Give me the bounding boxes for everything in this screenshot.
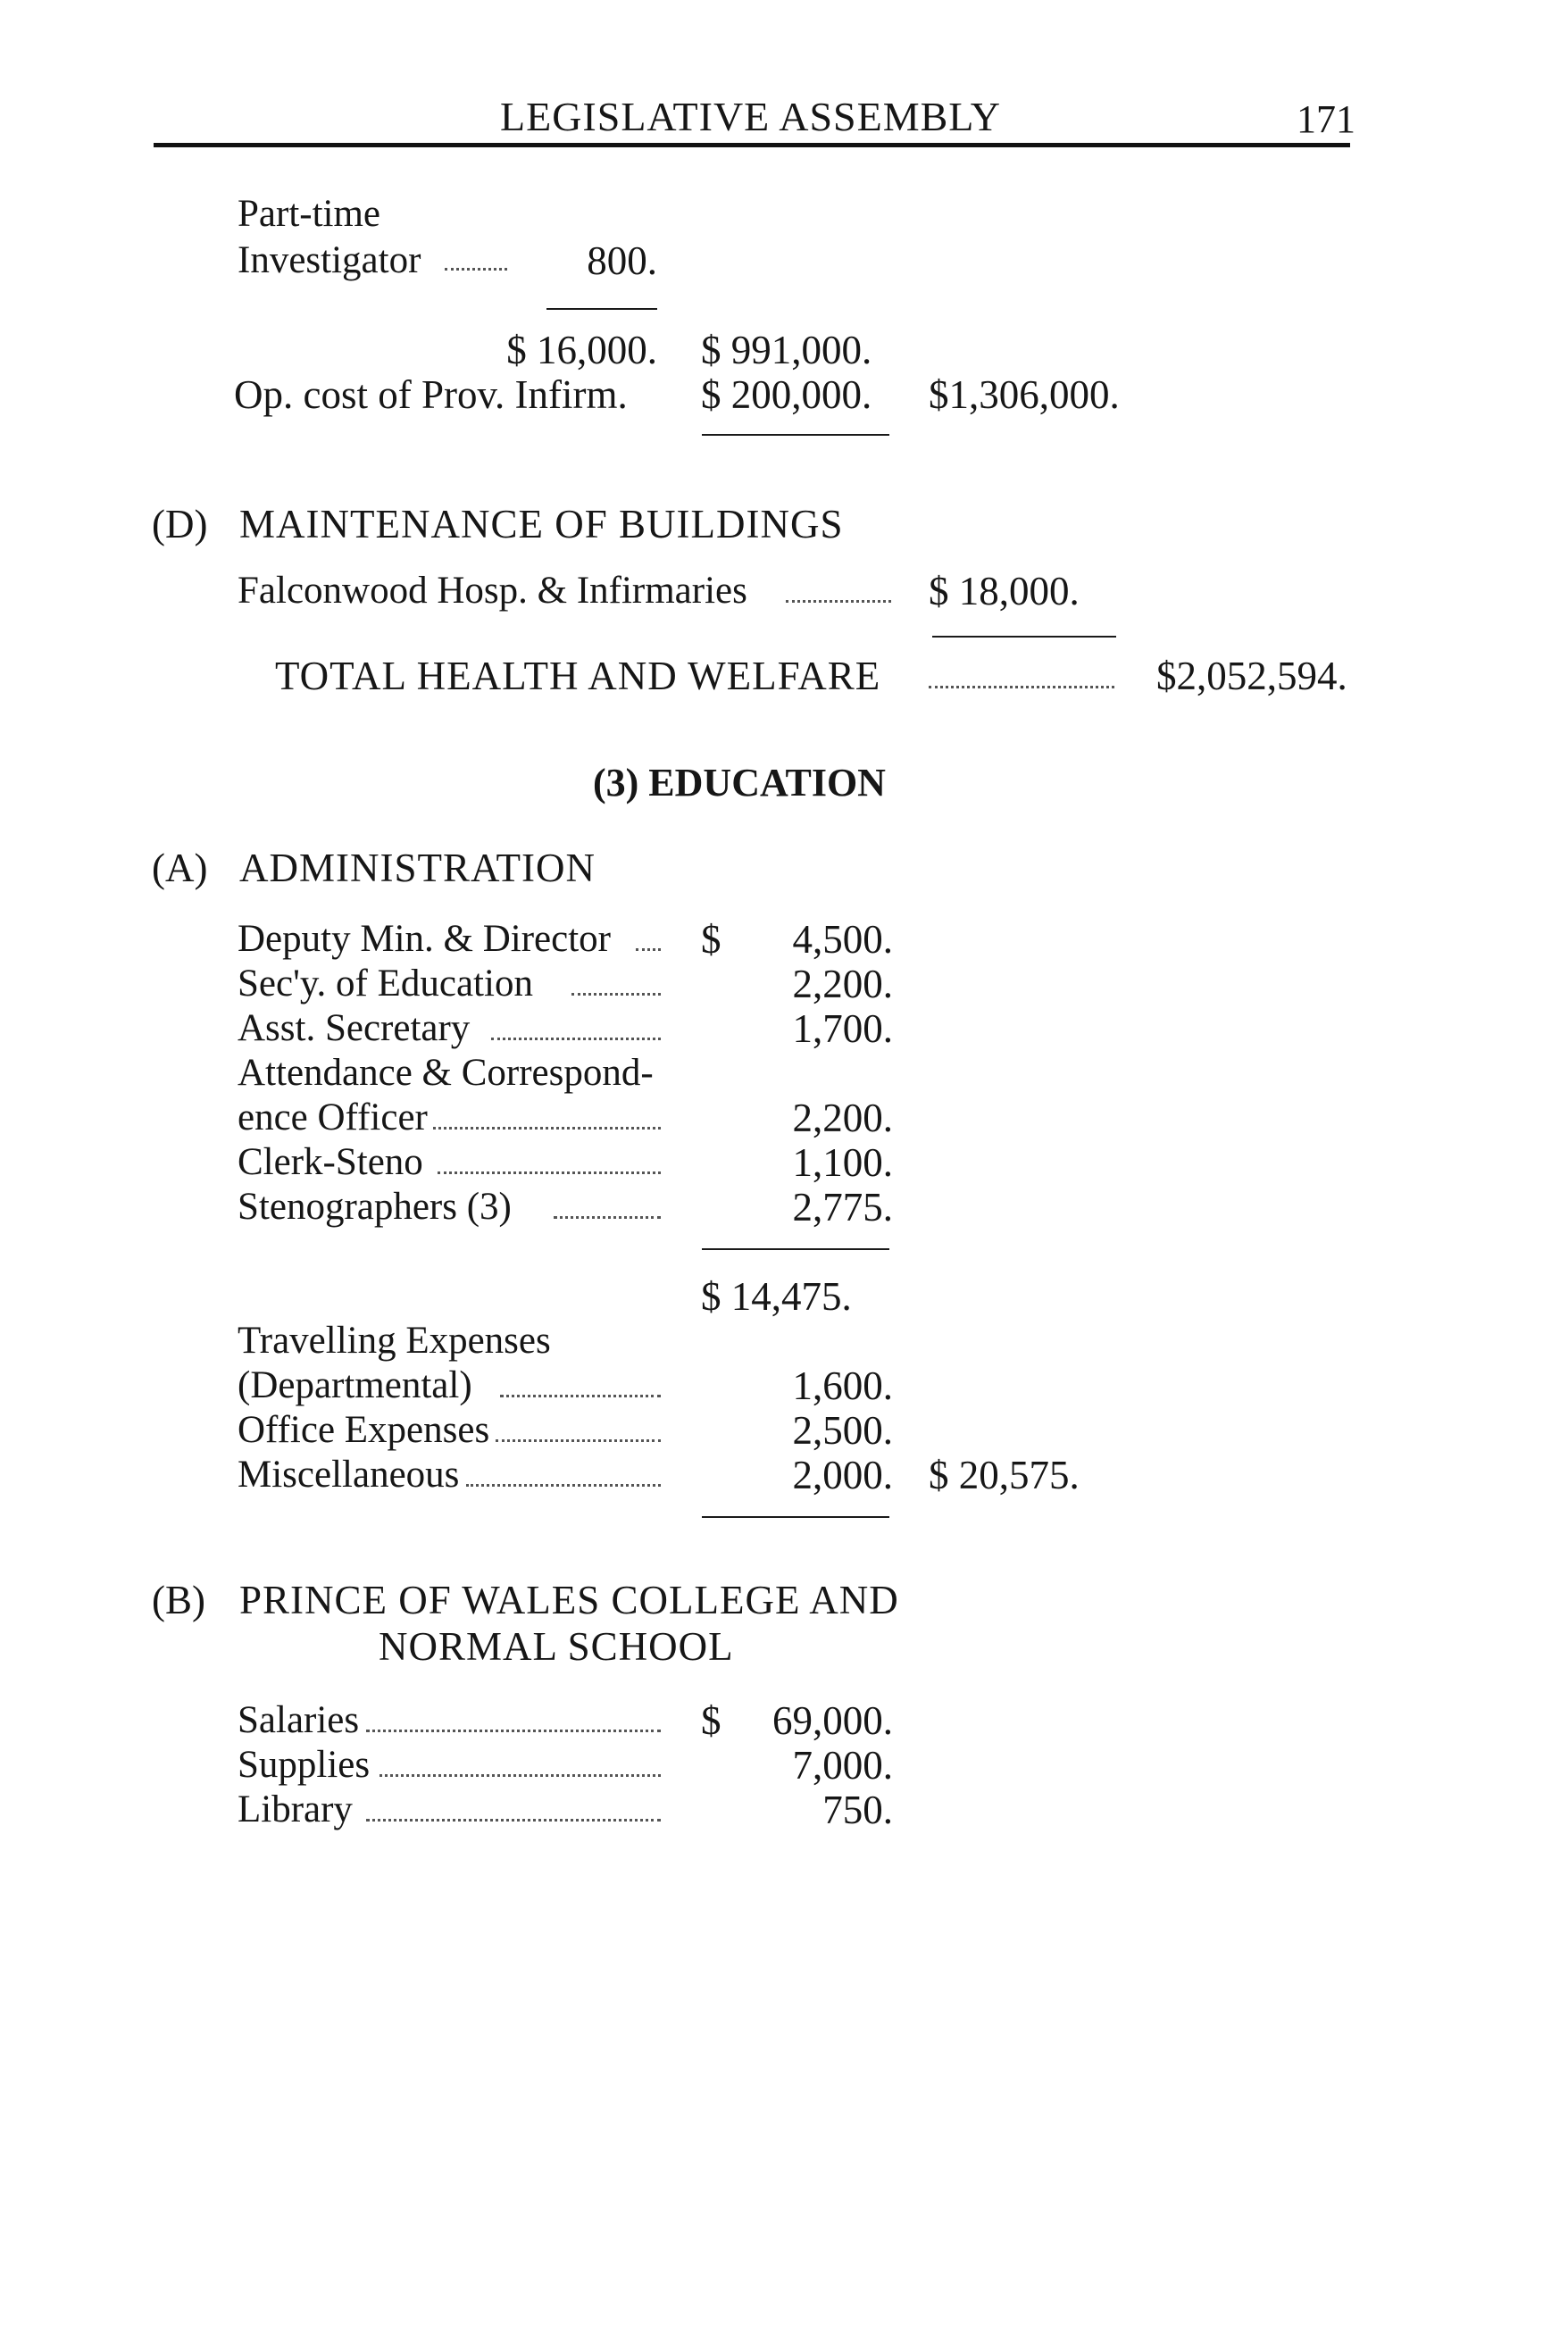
leader-dots xyxy=(466,1484,661,1487)
item-amount: 7,000. xyxy=(792,1743,893,1788)
item-amount: 4,500. xyxy=(792,917,893,962)
administration-marker: (A) xyxy=(152,846,208,890)
list-item: Asst. Secretary xyxy=(238,1007,471,1049)
leader-dots xyxy=(500,1395,661,1397)
maintenance-item-amount: $ 18,000. xyxy=(929,569,1080,613)
total-health-amount: $2,052,594. xyxy=(1156,654,1347,698)
rule xyxy=(702,1516,889,1518)
list-item: ence Officer xyxy=(238,1096,428,1138)
header-rule xyxy=(154,143,1350,147)
rule xyxy=(702,434,889,436)
list-item: Stenographers (3) xyxy=(238,1186,512,1228)
leader-dots xyxy=(366,1730,661,1732)
leader-dots xyxy=(438,1171,661,1174)
item-amount: 750. xyxy=(822,1788,893,1832)
list-item: Travelling Expenses xyxy=(238,1320,551,1362)
list-item: Attendance & Correspond- xyxy=(238,1052,654,1094)
list-item: Supplies xyxy=(238,1744,371,1786)
item-amount: 1,600. xyxy=(792,1363,893,1408)
op-cost-total: $1,306,000. xyxy=(929,372,1120,417)
list-item: Clerk-Steno xyxy=(238,1141,423,1183)
list-item: Office Expenses xyxy=(238,1409,490,1451)
currency-sign: $ xyxy=(701,1698,721,1743)
item-amount: 2,000. xyxy=(792,1453,893,1497)
subtotal-a: $ 16,000. xyxy=(506,328,657,372)
page-number: 171 xyxy=(1297,97,1355,141)
investigator-label: Investigator xyxy=(238,239,421,281)
college-marker: (B) xyxy=(152,1578,205,1622)
list-item: Miscellaneous xyxy=(238,1454,460,1496)
rule xyxy=(702,1248,889,1250)
item-amount: 2,200. xyxy=(792,962,893,1006)
list-item: Deputy Min. & Director xyxy=(238,918,611,960)
college-heading-line2: NORMAL SCHOOL xyxy=(379,1624,734,1669)
total-health-label: TOTAL HEALTH AND WELFARE xyxy=(275,654,881,698)
maintenance-item-label: Falconwood Hosp. & Infirmaries xyxy=(238,570,747,612)
item-amount: 2,775. xyxy=(792,1185,893,1230)
maintenance-heading: MAINTENANCE OF BUILDINGS xyxy=(239,502,844,546)
leader-dots xyxy=(786,600,891,603)
administration-total: $ 20,575. xyxy=(929,1453,1080,1497)
page-title: LEGISLATIVE ASSEMBLY xyxy=(500,94,1002,139)
subtotal-b: $ 991,000. xyxy=(701,328,872,372)
list-item: Sec'y. of Education xyxy=(238,963,533,1005)
leader-dots xyxy=(496,1439,661,1442)
leader-dots xyxy=(445,268,507,271)
leader-dots xyxy=(433,1127,661,1130)
college-heading-line1: PRINCE OF WALES COLLEGE AND xyxy=(239,1578,899,1622)
item-amount: 69,000. xyxy=(772,1698,893,1743)
leader-dots xyxy=(636,948,661,951)
administration-heading: ADMINISTRATION xyxy=(239,846,596,890)
item-amount: 2,200. xyxy=(792,1096,893,1140)
leader-dots xyxy=(491,1038,661,1040)
rule xyxy=(546,308,657,310)
administration-subtotal: $ 14,475. xyxy=(701,1274,852,1319)
rule xyxy=(932,636,1116,638)
op-cost-label: Op. cost of Prov. Infirm. xyxy=(234,372,628,417)
leader-dots xyxy=(929,686,1114,688)
currency-sign: $ xyxy=(701,917,721,962)
education-heading: (3) EDUCATION xyxy=(593,761,886,805)
leader-dots xyxy=(554,1216,661,1219)
maintenance-marker: (D) xyxy=(152,502,208,546)
list-item: Library xyxy=(238,1788,353,1830)
leader-dots xyxy=(571,993,661,996)
investigator-amount: 800. xyxy=(587,238,657,283)
leader-dots xyxy=(366,1819,661,1822)
leader-dots xyxy=(379,1774,661,1777)
item-amount: 1,100. xyxy=(792,1140,893,1185)
list-item: (Departmental) xyxy=(238,1364,472,1406)
item-amount: 1,700. xyxy=(792,1006,893,1051)
item-amount: 2,500. xyxy=(792,1408,893,1453)
list-item: Salaries xyxy=(238,1699,360,1741)
op-cost-amount: $ 200,000. xyxy=(701,372,872,417)
part-time-label: Part-time xyxy=(238,193,381,235)
